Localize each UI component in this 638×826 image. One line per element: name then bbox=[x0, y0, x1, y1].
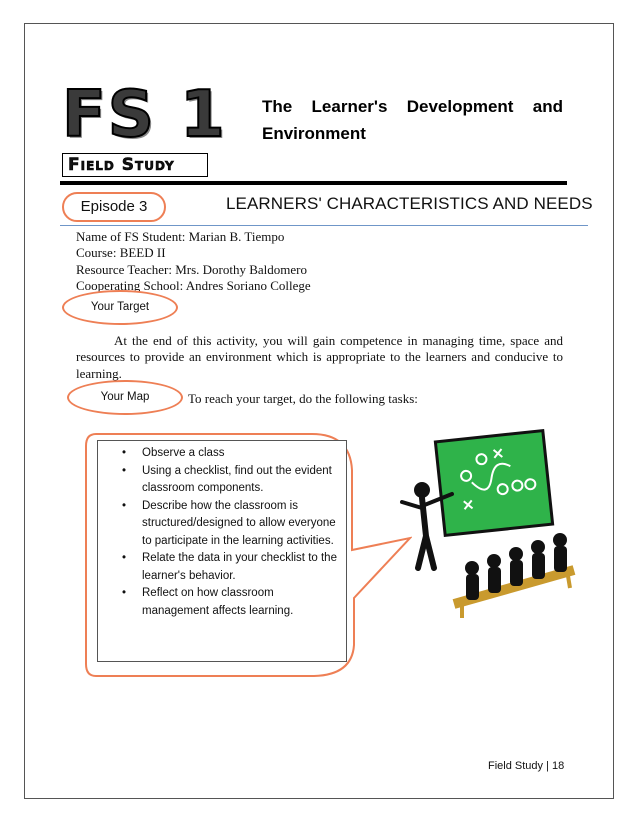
task-list bbox=[103, 445, 343, 620]
task-item: • Observe a class bbox=[103, 445, 343, 463]
classroom-illustration bbox=[392, 428, 582, 618]
bullet-icon: • bbox=[122, 587, 127, 599]
bullet-icon: • bbox=[122, 552, 127, 564]
your-target-badge: Your Target bbox=[62, 290, 178, 325]
episode-divider bbox=[60, 225, 588, 226]
bullet-icon: • bbox=[122, 499, 127, 512]
header-divider bbox=[60, 181, 567, 185]
your-map-badge: Your Map bbox=[67, 380, 183, 415]
bullet-icon: • bbox=[122, 447, 127, 459]
fs1-logo: FS 1 bbox=[62, 78, 227, 152]
task-item: • Describe how the classroom is structured/designed to allow everyone to participate in the learning activities. bbox=[122, 499, 336, 547]
resource-teacher: Resource Teacher: Mrs. Dorothy Baldomero bbox=[76, 261, 307, 277]
page-footer: Field Study | 18 bbox=[488, 760, 565, 772]
bullet-icon: • bbox=[122, 464, 127, 477]
course: Course: BEED II bbox=[76, 245, 166, 261]
task-item: • Relate the data in your checklist to the learner's behavior. bbox=[122, 552, 337, 582]
map-instruction: To reach your target, do the following tasks: bbox=[188, 391, 418, 406]
student-info bbox=[76, 229, 311, 295]
target-paragraph: At the end of this activity, you will gain competence in managing time, space and resources to provide an environment which is appropriate to the learners and conducive to learning. bbox=[76, 333, 563, 381]
task-item: • Using a checklist, find out the evident classroom components. bbox=[122, 464, 332, 494]
episode-badge: Episode 3 bbox=[62, 192, 166, 222]
episode-heading: LEARNERS' CHARACTERISTICS AND NEEDS bbox=[226, 194, 593, 213]
student-name: Name of FS Student: Marian B. Tiempo bbox=[76, 229, 285, 244]
cooperating-school: Cooperating School: Andres Soriano College bbox=[76, 278, 311, 294]
task-item: • Reflect on how classroom management affects learning. bbox=[122, 587, 294, 617]
field-study-label: Field Study bbox=[68, 155, 175, 175]
document-title-line1: The Learner's Development and bbox=[262, 97, 563, 116]
document-title-line2: Environment bbox=[262, 124, 366, 143]
